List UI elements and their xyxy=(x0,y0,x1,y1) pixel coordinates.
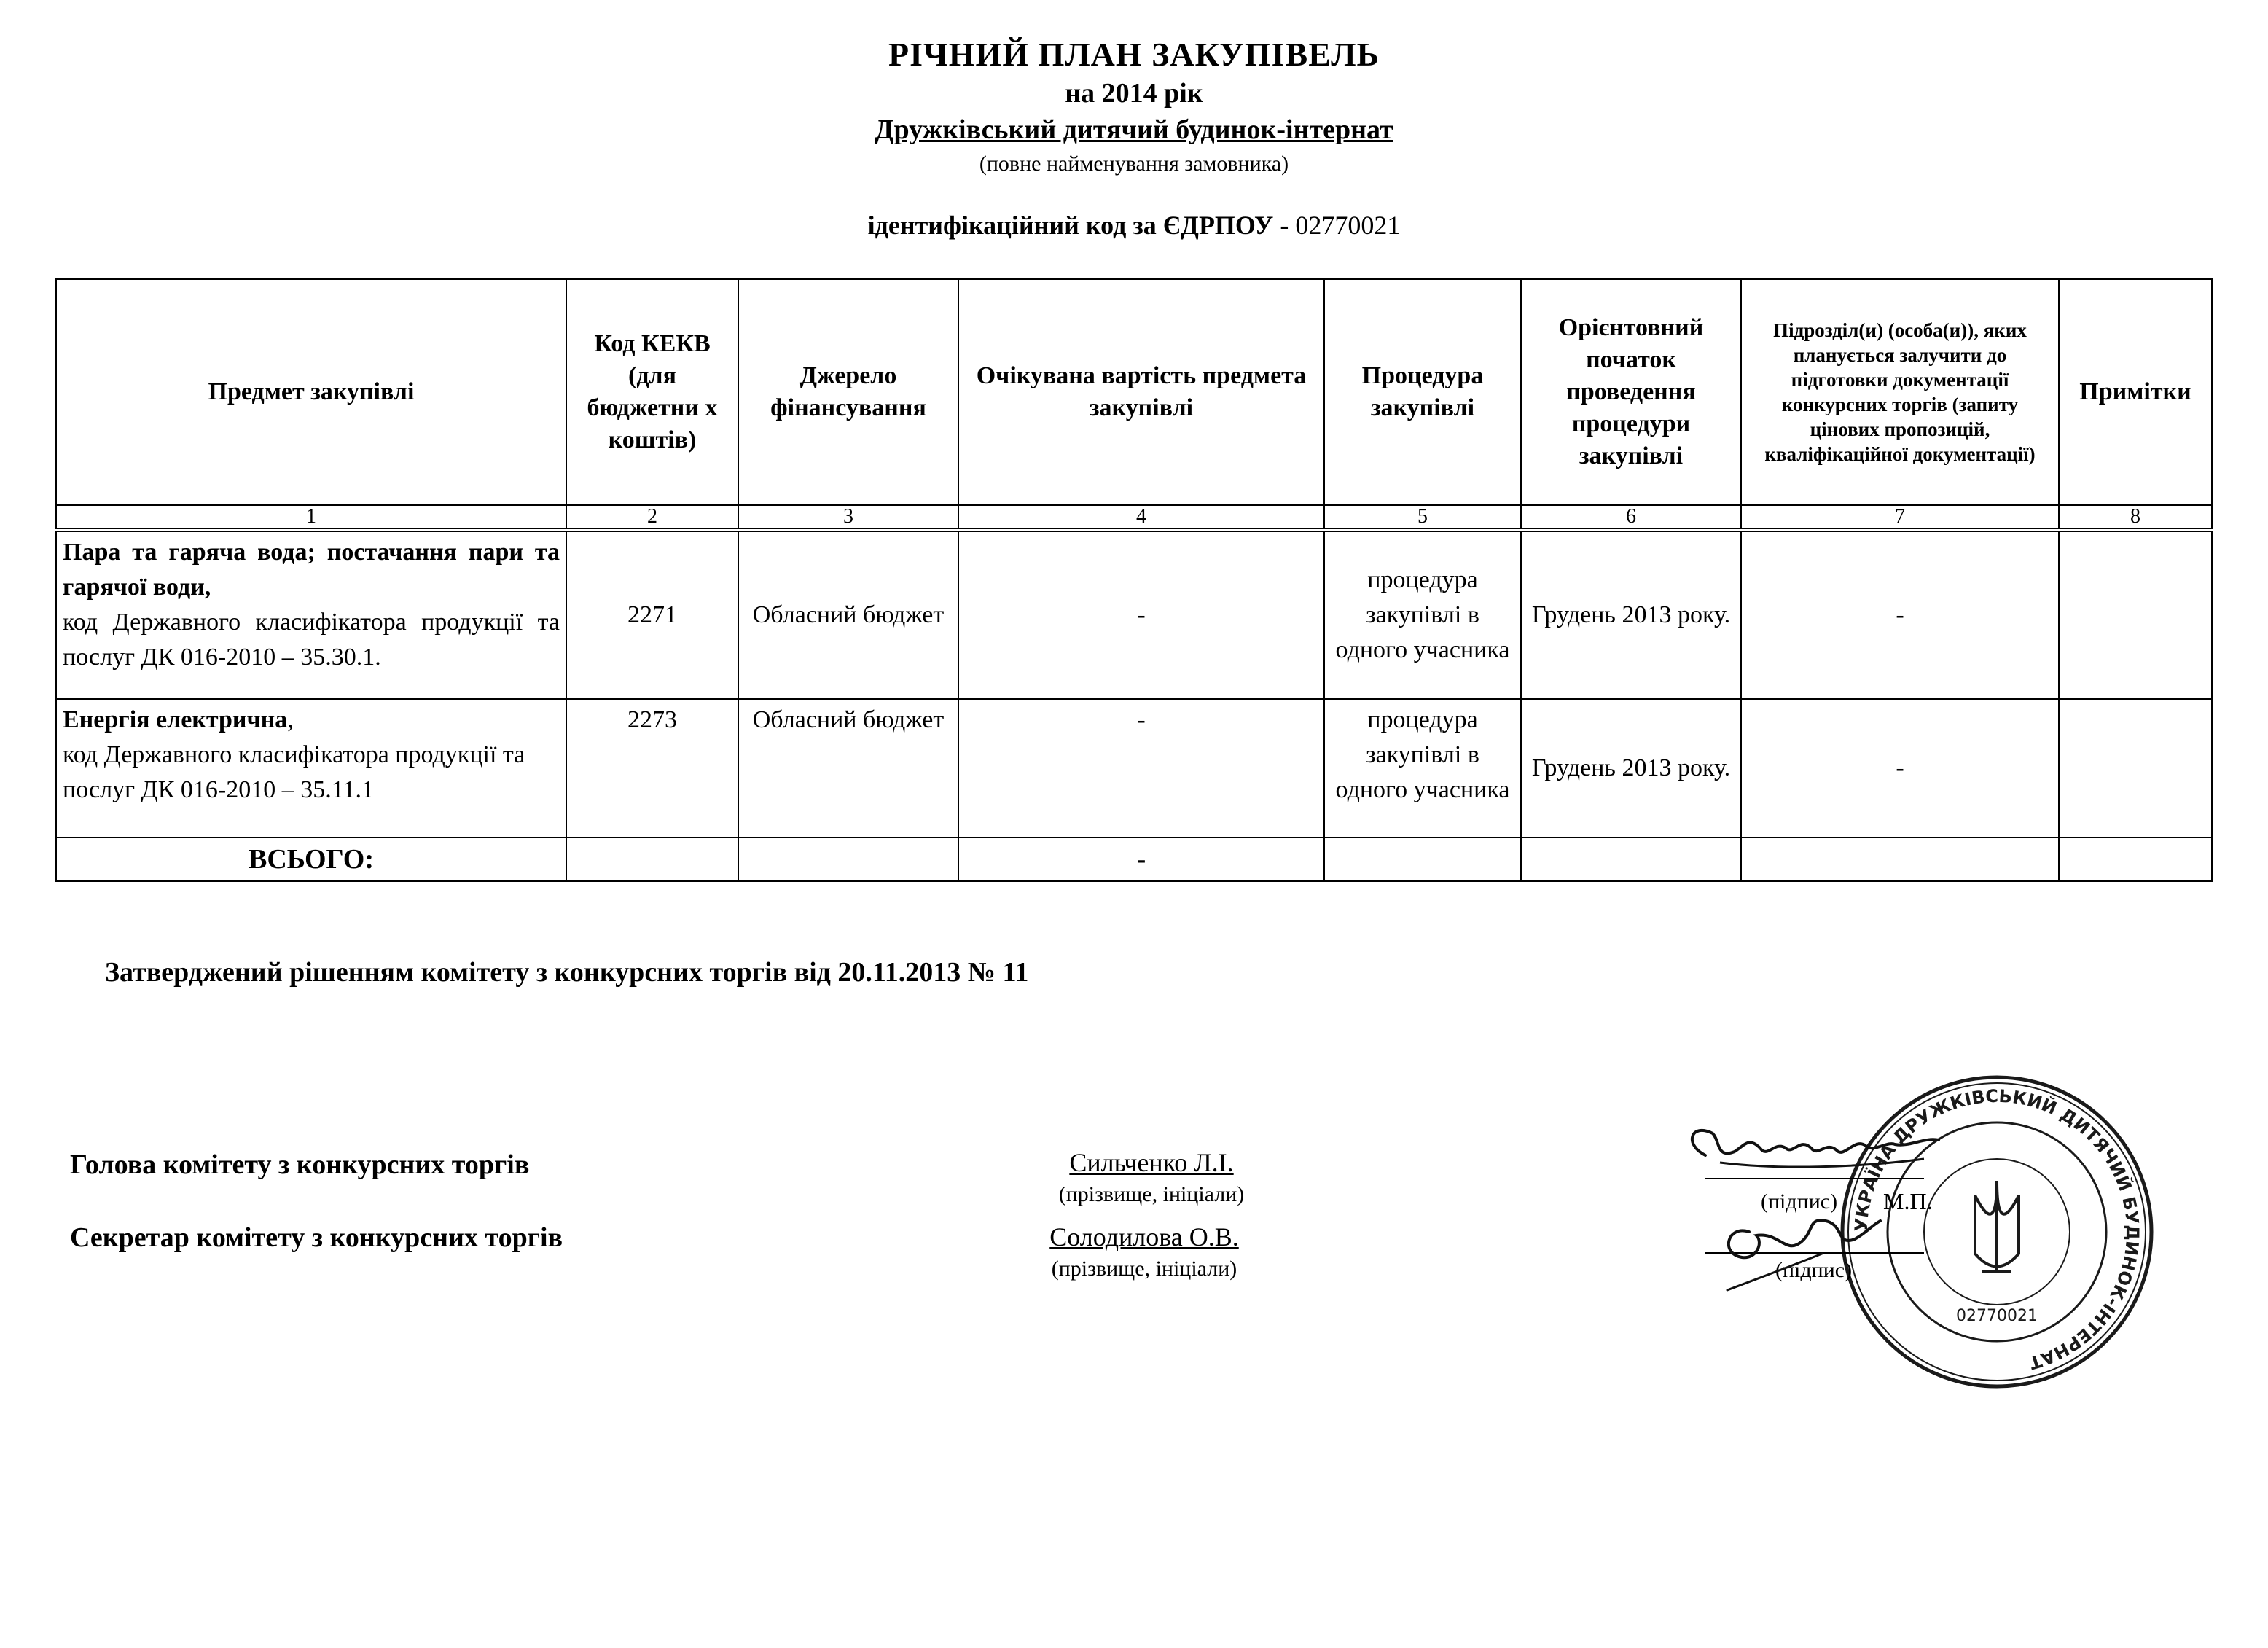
column-number-row xyxy=(56,505,2212,530)
cell-subject xyxy=(56,530,566,699)
cell-source: Обласний бюджет xyxy=(738,699,958,837)
secretary-name-caption: (прізвище, ініціали) xyxy=(1051,1257,1237,1281)
col-header-notes: Примітки xyxy=(2059,279,2212,505)
col-header-source: Джерело фінансування xyxy=(738,279,958,505)
total-empty xyxy=(1521,837,1741,881)
col-header-start: Орієнтовний початок проведення процедури закупівлі xyxy=(1521,279,1741,505)
cell-notes xyxy=(2059,699,2212,837)
cell-start: Грудень 2013 року. xyxy=(1521,699,1741,837)
col-header-procedure: Процедура закупівлі xyxy=(1324,279,1521,505)
cell-procedure: процедура закупівлі в одного учасника xyxy=(1324,699,1521,837)
column-number: 4 xyxy=(958,505,1324,530)
cell-notes xyxy=(2059,530,2212,699)
total-empty xyxy=(1741,837,2059,881)
col-header-department: Підрозділ(и) (особа(и)), яких планується залучити до підготовки документації конкурсних торгів (запиту цінових пропозицій, кваліфікаційної документації) xyxy=(1741,279,2059,505)
table-header-row xyxy=(56,279,2212,505)
signature-caption: (підпис) xyxy=(1761,1190,1838,1214)
column-number: 8 xyxy=(2059,505,2212,530)
signature-caption: (підпис) xyxy=(1775,1258,1853,1282)
total-label: ВСЬОГО: xyxy=(56,837,566,881)
total-empty xyxy=(738,837,958,881)
cell-kekv: 2273 xyxy=(566,699,738,837)
seal-place-label: М.П. xyxy=(1883,1188,1933,1214)
column-number: 7 xyxy=(1741,505,2059,530)
table-row xyxy=(56,699,2212,837)
total-cost: - xyxy=(958,837,1324,881)
total-empty xyxy=(2059,837,2212,881)
chair-name-caption: (прізвище, ініціали) xyxy=(1058,1182,1245,1206)
edrpou-line xyxy=(0,210,2268,241)
cell-department: - xyxy=(1741,699,2059,837)
subject-title: Пара та гаряча вода; постачання пари та гарячої води, xyxy=(63,539,560,601)
approval-note: Затверджений рішенням комітету з конкурсних торгів від 20.11.2013 № 11 xyxy=(105,957,1029,988)
column-number: 6 xyxy=(1521,505,1741,530)
column-number: 1 xyxy=(56,505,566,530)
trident-icon xyxy=(1975,1181,2019,1272)
handwritten-signature-chair xyxy=(1676,1115,1953,1181)
document-subtitle: на 2014 рік xyxy=(1065,78,1203,109)
cell-cost: - xyxy=(958,699,1324,837)
chair-label: Голова комітету з конкурсних торгів xyxy=(70,1149,530,1180)
subject-code: код Державного класифікатора продукції та послуг ДК 016-2010 – 35.11.1 xyxy=(63,741,525,803)
seal-code: 02770021 xyxy=(1956,1307,2038,1325)
edrpou-code: 02770021 xyxy=(1295,211,1401,240)
document-title: РІЧНИЙ ПЛАН ЗАКУПІВЕЛЬ xyxy=(888,36,1380,73)
col-header-cost: Очікувана вартість предмета закупівлі xyxy=(958,279,1324,505)
handwritten-signature-secretary xyxy=(1698,1203,1888,1297)
cell-start: Грудень 2013 року. xyxy=(1521,530,1741,699)
total-empty xyxy=(566,837,738,881)
customer-name: Дружківський дитячий будинок-інтернат xyxy=(875,114,1393,145)
procurement-table xyxy=(55,278,2213,882)
total-row xyxy=(56,837,2212,881)
customer-caption: (повне найменування замовника) xyxy=(979,152,1289,176)
cell-department: - xyxy=(1741,530,2059,699)
column-number: 2 xyxy=(566,505,738,530)
column-number: 3 xyxy=(738,505,958,530)
cell-procedure: процедура закупівлі в одного учасника xyxy=(1324,530,1521,699)
total-empty xyxy=(1324,837,1521,881)
cell-subject: Енергія електрична, код Державного класифікатора продукції та послуг ДК 016-2010 – 35.11.1 xyxy=(56,699,566,837)
cell-kekv: 2271 xyxy=(566,530,738,699)
column-number: 5 xyxy=(1324,505,1521,530)
subject-title: Енергія електрична xyxy=(63,706,288,733)
secretary-name: Солодилова О.В. xyxy=(1049,1222,1239,1251)
seal-ring-text: УКРАЇНА ДРУЖКІВСЬКИЙ ДИТЯЧИЙ БУДИНОК-ІНТЕРНАТ xyxy=(1850,1085,2143,1374)
table-row xyxy=(56,530,2212,699)
secretary-label: Секретар комітету з конкурсних торгів xyxy=(70,1222,563,1253)
col-header-kekv: Код КЕКВ (для бюджетни х коштів) xyxy=(566,279,738,505)
cell-cost: - xyxy=(958,530,1324,699)
subject-code: код Державного класифікатора продукції та послуг ДК 016-2010 – 35.30.1. xyxy=(63,609,560,671)
col-header-subject: Предмет закупівлі xyxy=(56,279,566,505)
cell-source: Обласний бюджет xyxy=(738,530,958,699)
chair-name: Сильченко Л.І. xyxy=(1069,1148,1234,1177)
edrpou-label: ідентифікаційний код за ЄДРПОУ - xyxy=(867,211,1289,240)
